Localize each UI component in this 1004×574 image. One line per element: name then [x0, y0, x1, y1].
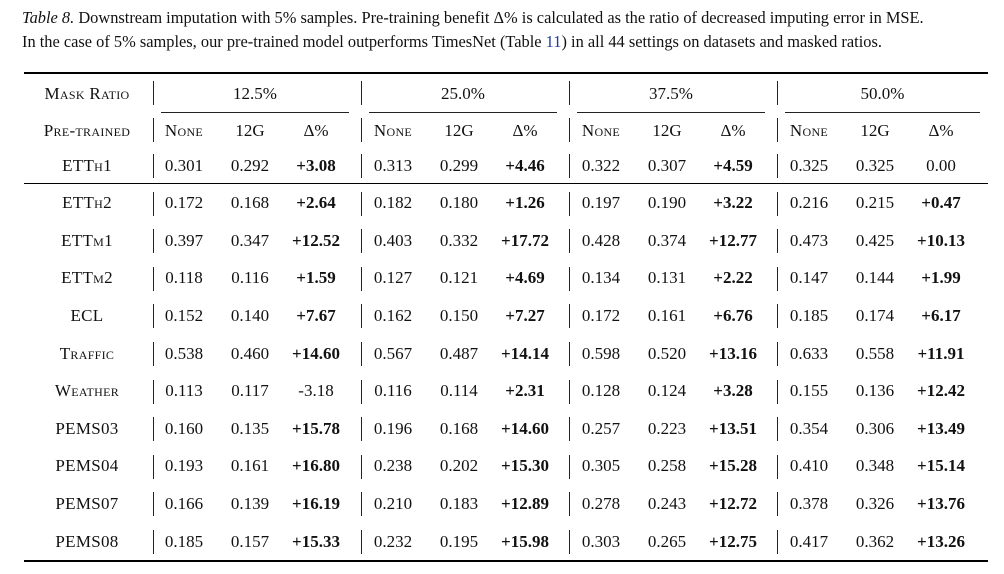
delta-value: +14.60	[292, 343, 340, 363]
delta-value: +12.77	[709, 230, 757, 250]
subheader: Δ%	[720, 120, 746, 140]
mse-value: 0.378	[789, 493, 829, 513]
imputation-table	[24, 72, 988, 562]
mse-value: 0.325	[789, 155, 829, 175]
mse-value: 0.428	[581, 230, 621, 250]
mse-value: 0.147	[789, 268, 829, 288]
mse-value: 0.460	[230, 343, 270, 363]
caption-text-c: ) in all 44 settings on datasets and masked ratios.	[561, 32, 882, 51]
mse-value: 0.180	[439, 193, 479, 213]
delta-value: +12.89	[501, 493, 549, 513]
mse-value: 0.305	[581, 456, 621, 476]
delta-value: +1.99	[921, 268, 961, 288]
header-separator	[361, 81, 362, 105]
mse-value: 0.326	[855, 493, 895, 513]
mse-value: 0.117	[231, 381, 269, 401]
subheader: Δ%	[928, 120, 954, 140]
dataset-name: Traffic	[59, 343, 115, 363]
mse-value: 0.348	[855, 456, 895, 476]
mse-value: 0.166	[164, 493, 204, 513]
dataset-name: PEMS08	[55, 531, 119, 551]
mask-ratio-label: Mask Ratio	[44, 83, 130, 103]
mse-value: 0.128	[581, 381, 621, 401]
caption-text-a: Downstream imputation with 5% samples. Pre-training benefit Δ% is calculated as the ratio of decreased imputing error in MSE.	[74, 8, 924, 27]
mse-value: 0.238	[373, 456, 413, 476]
delta-value: +12.72	[709, 493, 757, 513]
mse-value: 0.114	[440, 381, 478, 401]
mse-value: 0.193	[164, 456, 204, 476]
delta-value: +4.69	[505, 268, 545, 288]
delta-value: +4.59	[713, 155, 753, 175]
subheader: Δ%	[303, 120, 329, 140]
delta-value: 0.00	[926, 155, 956, 175]
mse-value: 0.633	[789, 343, 829, 363]
delta-value: +3.08	[296, 155, 336, 175]
mse-value: 0.196	[373, 418, 413, 438]
mse-value: 0.136	[855, 381, 895, 401]
subheader: 12G	[652, 120, 682, 140]
delta-value: +6.76	[713, 305, 753, 325]
subheader: None	[373, 120, 413, 140]
delta-value: +12.52	[292, 230, 340, 250]
mse-value: 0.292	[230, 155, 270, 175]
mse-value: 0.185	[789, 305, 829, 325]
mse-value: 0.182	[373, 193, 413, 213]
mse-value: 0.135	[230, 418, 270, 438]
mse-value: 0.152	[164, 305, 204, 325]
delta-value: +7.27	[505, 305, 545, 325]
mse-value: 0.216	[789, 193, 829, 213]
mse-value: 0.134	[581, 268, 621, 288]
mse-value: 0.118	[165, 268, 203, 288]
mse-value: 0.140	[230, 305, 270, 325]
mse-value: 0.301	[164, 155, 204, 175]
dataset-name: Weather	[54, 381, 120, 401]
mse-value: 0.185	[164, 531, 204, 551]
mse-value: 0.195	[439, 531, 479, 551]
dataset-name: ETTh2	[62, 193, 112, 213]
mse-value: 0.121	[439, 268, 479, 288]
dataset-name: PEMS07	[55, 493, 119, 513]
mse-value: 0.190	[647, 193, 687, 213]
delta-value: +1.59	[296, 268, 336, 288]
delta-value: +3.28	[713, 381, 753, 401]
header-separator	[569, 81, 570, 105]
delta-value: +3.22	[713, 193, 753, 213]
mse-value: 0.232	[373, 531, 413, 551]
subheader: None	[789, 120, 829, 140]
ratio-header: 37.5%	[649, 83, 693, 103]
mse-value: 0.144	[855, 268, 895, 288]
delta-value: +15.98	[501, 531, 549, 551]
delta-value: +2.31	[505, 381, 545, 401]
dataset-name: PEMS04	[55, 456, 119, 476]
header-separator	[777, 81, 778, 105]
mse-value: 0.124	[647, 381, 687, 401]
delta-value: +12.75	[709, 531, 757, 551]
mse-value: 0.598	[581, 343, 621, 363]
table-reference-link[interactable]: 11	[545, 32, 562, 51]
delta-value: +13.51	[709, 418, 757, 438]
delta-value: +2.64	[296, 193, 336, 213]
mse-value: 0.538	[164, 343, 204, 363]
delta-value: +4.46	[505, 155, 545, 175]
mse-value: 0.131	[647, 268, 687, 288]
mse-value: 0.307	[647, 155, 687, 175]
delta-value: +6.17	[921, 305, 961, 325]
delta-value: +15.33	[292, 531, 340, 551]
mse-value: 0.322	[581, 155, 621, 175]
dataset-name: ETTm1	[61, 230, 113, 250]
caption-text-b: In the case of 5% samples, our pre-trained model outperforms TimesNet (Table	[22, 32, 546, 51]
delta-value: +14.60	[501, 418, 549, 438]
mse-value: 0.265	[647, 531, 687, 551]
delta-value: +13.49	[917, 418, 965, 438]
mse-value: 0.127	[373, 268, 413, 288]
mse-value: 0.150	[439, 305, 479, 325]
mse-value: 0.172	[164, 193, 204, 213]
ratio-header: 12.5%	[233, 83, 277, 103]
mse-value: 0.113	[165, 381, 203, 401]
delta-value: +10.13	[917, 230, 965, 250]
subheader: 12G	[860, 120, 890, 140]
mse-value: 0.155	[789, 381, 829, 401]
mse-value: 0.325	[855, 155, 895, 175]
mse-value: 0.487	[439, 343, 479, 363]
subheader: 12G	[444, 120, 474, 140]
mse-value: 0.258	[647, 456, 687, 476]
mse-value: 0.278	[581, 493, 621, 513]
mse-value: 0.410	[789, 456, 829, 476]
dataset-name: ETTh1	[62, 155, 112, 175]
mse-value: 0.202	[439, 456, 479, 476]
mse-value: 0.215	[855, 193, 895, 213]
delta-value: +16.80	[292, 456, 340, 476]
delta-value: +13.16	[709, 343, 757, 363]
delta-value: +1.26	[505, 193, 545, 213]
ratio-header: 25.0%	[441, 83, 485, 103]
subheader: 12G	[235, 120, 265, 140]
delta-value: +2.22	[713, 268, 753, 288]
delta-value: +15.28	[709, 456, 757, 476]
mse-value: 0.243	[647, 493, 687, 513]
delta-value: +17.72	[501, 230, 549, 250]
mse-value: 0.313	[373, 155, 413, 175]
mse-value: 0.116	[231, 268, 269, 288]
delta-value: -3.18	[298, 381, 334, 401]
mse-value: 0.116	[374, 381, 412, 401]
subheader: None	[581, 120, 621, 140]
mse-value: 0.520	[647, 343, 687, 363]
mse-value: 0.397	[164, 230, 204, 250]
subheader: Δ%	[512, 120, 538, 140]
header-separator	[153, 81, 154, 105]
delta-value: +15.30	[501, 456, 549, 476]
mse-value: 0.303	[581, 531, 621, 551]
delta-value: +16.19	[292, 493, 340, 513]
mse-value: 0.299	[439, 155, 479, 175]
dataset-name: ECL	[70, 305, 104, 325]
mse-value: 0.172	[581, 305, 621, 325]
ratio-header: 50.0%	[860, 83, 905, 103]
delta-value: +15.14	[917, 456, 965, 476]
mse-value: 0.223	[647, 418, 687, 438]
mse-value: 0.403	[373, 230, 413, 250]
mse-value: 0.157	[230, 531, 270, 551]
mse-value: 0.174	[855, 305, 895, 325]
pretrained-label: Pre-trained	[43, 120, 131, 140]
delta-value: +14.14	[501, 343, 549, 363]
mse-value: 0.425	[855, 230, 895, 250]
mse-value: 0.374	[647, 230, 687, 250]
mse-value: 0.161	[230, 456, 270, 476]
mse-value: 0.306	[855, 418, 895, 438]
delta-value: +11.91	[917, 343, 965, 363]
mse-value: 0.168	[230, 193, 270, 213]
caption-label: Table 8.	[22, 8, 75, 27]
mse-value: 0.161	[647, 305, 687, 325]
mse-value: 0.567	[373, 343, 413, 363]
mse-value: 0.417	[789, 531, 829, 551]
mse-value: 0.168	[439, 418, 479, 438]
mse-value: 0.558	[855, 343, 895, 363]
mse-value: 0.473	[789, 230, 829, 250]
mse-value: 0.354	[789, 418, 829, 438]
mse-value: 0.197	[581, 193, 621, 213]
table-bottom-rule	[24, 560, 988, 562]
subheader: None	[164, 120, 204, 140]
mse-value: 0.139	[230, 493, 270, 513]
delta-value: +0.47	[921, 193, 961, 213]
delta-value: +7.67	[296, 305, 336, 325]
mse-value: 0.183	[439, 493, 479, 513]
delta-value: +15.78	[292, 418, 340, 438]
delta-value: +13.76	[917, 493, 965, 513]
table-top-rule	[24, 72, 988, 74]
table-caption	[22, 6, 987, 54]
mse-value: 0.162	[373, 305, 413, 325]
mse-value: 0.332	[439, 230, 479, 250]
dataset-name: PEMS03	[55, 418, 119, 438]
delta-value: +13.26	[917, 531, 965, 551]
mse-value: 0.160	[164, 418, 204, 438]
mse-value: 0.362	[855, 531, 895, 551]
mse-value: 0.347	[230, 230, 270, 250]
delta-value: +12.42	[917, 381, 965, 401]
mse-value: 0.210	[373, 493, 413, 513]
dataset-name: ETTm2	[61, 268, 113, 288]
mse-value: 0.257	[581, 418, 621, 438]
